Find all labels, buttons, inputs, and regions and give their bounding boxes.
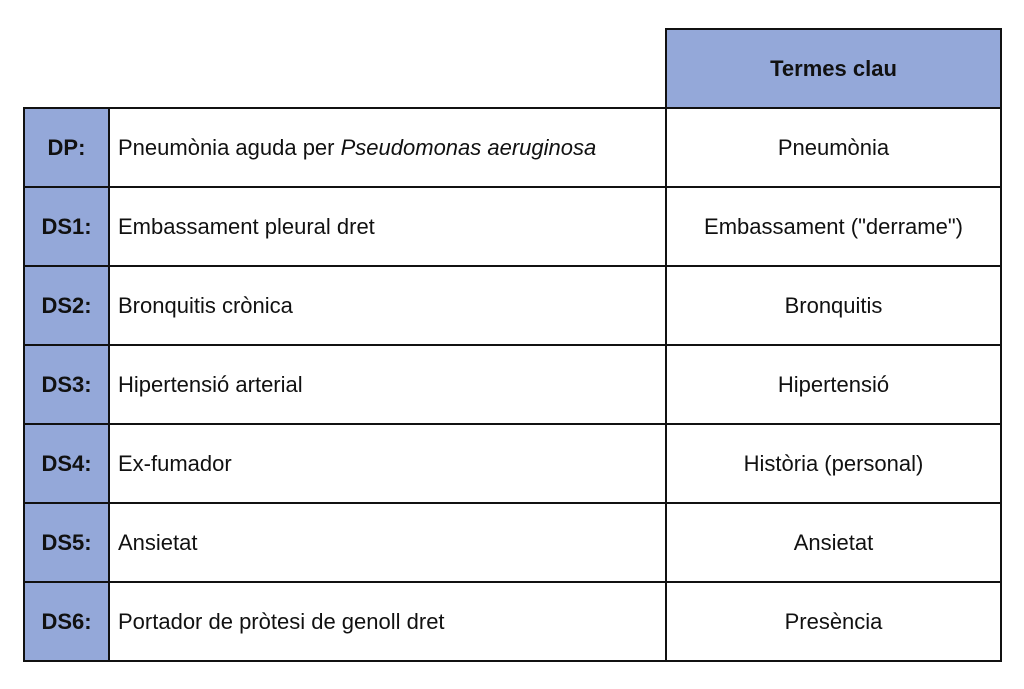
diagnosis-text: Ansietat: [109, 503, 666, 582]
key-term: Història (personal): [666, 424, 1001, 503]
diagnosis-text: Ex-fumador: [109, 424, 666, 503]
diagnosis-text: Bronquitis crònica: [109, 266, 666, 345]
key-term: Embassament ("derrame"): [666, 187, 1001, 266]
diagnosis-code: DS4:: [24, 424, 109, 503]
key-term: Pneumònia: [666, 108, 1001, 187]
table-row: [24, 187, 1001, 266]
diagnosis-code: DS1:: [24, 187, 109, 266]
table-row: [24, 424, 1001, 503]
empty-header-cell: [109, 29, 666, 108]
table-row: [24, 266, 1001, 345]
terms-header: Termes clau: [666, 29, 1001, 108]
diagnosis-code: DS2:: [24, 266, 109, 345]
table-row: [24, 582, 1001, 661]
diagnosis-text: Portador de pròtesi de genoll dret: [109, 582, 666, 661]
diagnosis-text: [109, 108, 666, 187]
diagnosis-text-italic: Pseudomonas aeruginosa: [340, 134, 597, 160]
table-row: [24, 108, 1001, 187]
diagnosis-code: DP:: [24, 108, 109, 187]
key-term: Presència: [666, 582, 1001, 661]
empty-header-cell: [24, 29, 109, 108]
key-term: Hipertensió: [666, 345, 1001, 424]
diagnosis-table: [23, 28, 1002, 662]
key-term: Ansietat: [666, 503, 1001, 582]
diagnosis-text: Hipertensió arterial: [109, 345, 666, 424]
diagnosis-code: DS3:: [24, 345, 109, 424]
key-term: Bronquitis: [666, 266, 1001, 345]
diagnosis-text: Embassament pleural dret: [109, 187, 666, 266]
diagnosis-text-plain: Pneumònia aguda per: [118, 134, 341, 160]
table-row: [24, 345, 1001, 424]
table-header-row: [24, 29, 1001, 108]
table-row: [24, 503, 1001, 582]
diagnosis-code: DS5:: [24, 503, 109, 582]
diagnosis-code: DS6:: [24, 582, 109, 661]
